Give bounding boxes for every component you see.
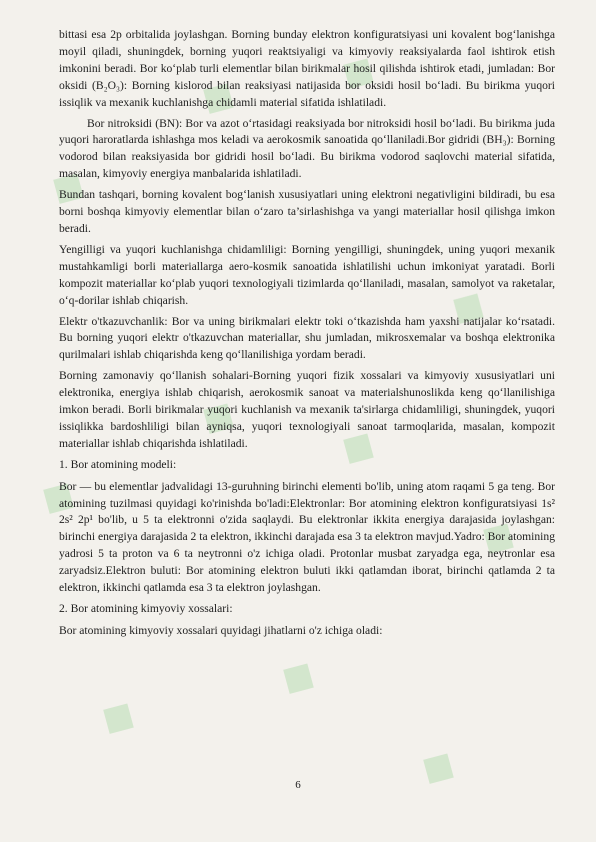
watermark-mark: ◆ [182, 67, 248, 126]
watermark-mark: ◆ [462, 507, 528, 566]
paragraph: Bundan tashqari, borning kovalent bog‘lanish xususiyatlari uning elektroni negativligini bildiradi, bu esa borni boshqa kimyoviy elementlar bilan o‘zaro ta’sirlashishga va yangi materiallar hosil qilishga imkon beradi. [59, 188, 555, 235]
paragraph: bittasi esa 2p orbitalida joylashgan. Borning bunday elektron konfiguratsiyasi uni kovalent bog‘lanishga moyil qiladi, shuningdek, borning yuqori reaktsiyaligi va kimyoviy reaksiyalarda faol ishtirok etish imkonini beradi. Bor ko‘plab turli elementlar bilan birikmalar hosil qilishda ishtirok etadi, jumladan: Bor oksidi (B₂O₃): Borning kislorod bilan reaksiyasi natijasida bor oksidi hosil bo‘ladi. Bu birikma yuqori issiqlik va mexanik kuchlanishga chidamli material sifatida ishlatiladi. [59, 28, 555, 109]
watermark-mark: ◆ [262, 647, 328, 706]
paragraph: Bor atomining kimyoviy xossalari quyidagi jihatlarni o'z ichiga oladi: [59, 623, 383, 637]
watermark-mark: ◆ [32, 157, 98, 216]
watermark-mark: ◆ [182, 387, 248, 446]
section-heading: 1. Bor atomining modeli: [59, 457, 177, 471]
watermark-mark: ◆ [322, 417, 388, 476]
paragraph: Elektr o'tkazuvchanlik: Bor va uning birikmalari elektr toki o‘tkazishda ham yaxshi natijalar ko‘rsatadi. Bu borning yuqori elektr o'tkazuvchan materiallar, shu jumladan, mikrosxemalar va boshqa elektronika qurilmalari ishlab chiqarishda keng qo‘llanilishiga yordam beradi. [59, 314, 555, 362]
section-heading: 2. Bor atomining kimyoviy xossalari: [59, 602, 233, 615]
page-number: 6 [295, 779, 301, 791]
watermark-mark: ◆ [322, 42, 388, 101]
paragraph: Yengilligi va yuqori kuchlanishga chidamliligi: Borning yengilligi, shuningdek, uning yuqori mexanik mustahkamligi borli materiallarga aero-kosmik sanoatida ishlatilishi uchun imkoniyat yaratadi. Borli kompozit materiallar ko‘plab yuqori texnologiyali tizimlarda qo‘llaniladi, masalan, samolyot va raketalar, o‘q-dorilar ishlab chiqarish. [59, 242, 555, 307]
watermark-mark: ◆ [432, 277, 498, 336]
watermark-mark: ◆ [22, 467, 88, 526]
watermark-mark: ◆ [82, 687, 148, 746]
page-body [59, 27, 555, 642]
watermark-mark: ◆ [402, 737, 468, 796]
paragraph: Bor nitroksidi (BN): Bor va azot o‘rtasidagi reaksiyada bor nitroksidi hosil bo‘ladi. Bu birikma juda yuqori haroratlarda ishlashga mos keladi va aerokosmik sanoatida qo‘llaniladi.Bor gidridi (BH₃): Borning vodorod bilan reaksiyasida bor gidridi hosil bo‘ladi. Bu birikma vodorod saqlovchi material sifatida, masalan, kimyoviy energiya manbalarida ishlatiladi. [59, 116, 555, 181]
paragraph: Borning zamonaviy qo‘llanish sohalari-Borning yuqori fizik xossalari va kimyoviy xususiyatlari uni elektronika, energiya ishlab chiqarish, aerokosmik sanoat va materialshunoslikda keng qo‘llanilishiga imkon beradi. Borli birikmalar yuqori kuchlanish va mexanik ta'sirlarga chidamliligi, shuningdek, yuqori issiqlikka bardoshliligi bilan ayniqsa, yuqori texnologiyali sanoat tarmoqlarida, masalan, kompozit materiallar ishlab chiqarishda ishlatiladi. [59, 369, 555, 450]
paragraph: Bor — bu elementlar jadvalidagi 13-guruhning birinchi elementi bo'lib, uning atom raqami 5 ga teng. Bor atomining tuzilmasi quyidagi ko'rinishda bo'ladi:Elektronlar: Bor atomining elektron konfiguratsiyasi 1s² 2s² 2p¹ bo'lib, u 5 ta elektronni o'zida saqlaydi. Bu elektronlar ikkita energiya darajasida joylashgan: birinchi energiya darajasida 2 ta elektron, ikkinchi darajada esa 3 ta elektron mavjud.Yadro: Bor atomining yadrosi 5 ta proton va 6 ta neytronni o'z ichiga oladi. Protonlar musbat zaryadga ega, neytronlar esa zaryadsiz.Elektron buluti: Bor atomining elektron buluti ikki qatlamdan iborat, birinchi qatlamda 2 ta elektron, ikkinchi qatlamda esa 3 ta elektron joylashgan. [59, 479, 555, 595]
